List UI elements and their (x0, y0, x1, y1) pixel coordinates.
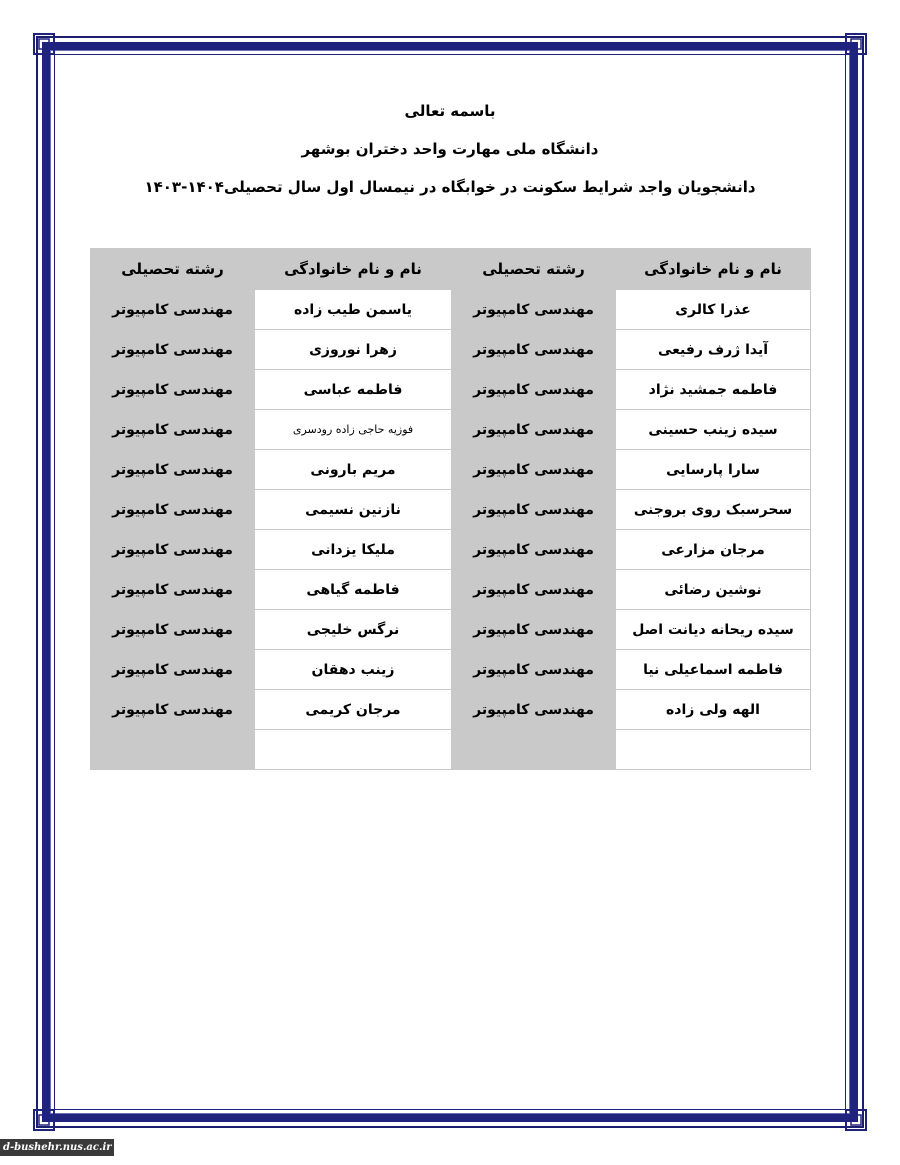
student-major: مهندسی کامپیوتر (91, 490, 255, 530)
column-header-major: رشته تحصیلی (91, 249, 255, 290)
student-name: نرگس خلیجی (255, 610, 452, 650)
table-row (91, 490, 811, 530)
student-name (255, 730, 452, 770)
student-major: مهندسی کامپیوتر (452, 690, 616, 730)
student-name: مرجان مزارعی (616, 530, 811, 570)
student-major: مهندسی کامپیوتر (452, 330, 616, 370)
student-name: زینب دهقان (255, 650, 452, 690)
table-row (91, 450, 811, 490)
student-name: یاسمن طیب زاده (255, 290, 452, 330)
student-major: مهندسی کامپیوتر (452, 490, 616, 530)
student-major: مهندسی کامپیوتر (452, 450, 616, 490)
student-name: ملیکا یزدانی (255, 530, 452, 570)
student-name: الهه ولی زاده (616, 690, 811, 730)
document-title: دانشجویان واجد شرایط سکونت در خوابگاه در نیمسال اول سال تحصیلی۱۴۰۴-۱۴۰۳ (144, 178, 756, 196)
column-header-major: رشته تحصیلی (452, 249, 616, 290)
student-name: فوزیه حاجی زاده رودسری (255, 410, 452, 450)
table-row (91, 530, 811, 570)
student-major: مهندسی کامپیوتر (452, 530, 616, 570)
student-major: مهندسی کامپیوتر (452, 610, 616, 650)
student-major: مهندسی کامپیوتر (91, 610, 255, 650)
corner-ornament-icon (845, 1109, 867, 1131)
student-name: نوشین رضائی (616, 570, 811, 610)
student-name: عذرا کالری (616, 290, 811, 330)
student-major: مهندسی کامپیوتر (91, 290, 255, 330)
student-name: زهرا نوروزی (255, 330, 452, 370)
student-major: مهندسی کامپیوتر (91, 330, 255, 370)
student-name: فاطمه گیاهی (255, 570, 452, 610)
student-name: سارا پارسایی (616, 450, 811, 490)
student-name: فاطمه جمشید نژاد (616, 370, 811, 410)
table-row (91, 690, 811, 730)
student-name (616, 730, 811, 770)
student-major (452, 730, 616, 770)
student-major: مهندسی کامپیوتر (91, 410, 255, 450)
site-watermark: d-bushehr.nus.ac.ir (0, 1139, 114, 1156)
student-name: مرجان کریمی (255, 690, 452, 730)
student-major: مهندسی کامپیوتر (452, 370, 616, 410)
student-major: مهندسی کامپیوتر (91, 370, 255, 410)
student-major: مهندسی کامپیوتر (452, 410, 616, 450)
column-header-name: نام و نام خانوادگی (255, 249, 452, 290)
student-major: مهندسی کامپیوتر (91, 650, 255, 690)
corner-ornament-icon (845, 33, 867, 55)
student-major: مهندسی کامپیوتر (452, 290, 616, 330)
student-name: فاطمه اسماعیلی نیا (616, 650, 811, 690)
student-major: مهندسی کامپیوتر (452, 650, 616, 690)
student-major (91, 730, 255, 770)
table-row-empty (91, 730, 811, 770)
student-name: سیده زینب حسینی (616, 410, 811, 450)
student-major: مهندسی کامپیوتر (91, 570, 255, 610)
student-name: آیدا ژرف رفیعی (616, 330, 811, 370)
table-row (91, 650, 811, 690)
student-name: نازنین نسیمی (255, 490, 452, 530)
table-row (91, 410, 811, 450)
document-header (60, 92, 840, 206)
table-header-row (91, 249, 811, 290)
student-name: فاطمه عباسی (255, 370, 452, 410)
corner-ornament-icon (33, 33, 55, 55)
invocation-line: باسمه تعالی (404, 102, 496, 120)
student-name: مریم بارونی (255, 450, 452, 490)
table-row (91, 290, 811, 330)
university-name: دانشگاه ملی مهارت واحد دختران بوشهر (301, 140, 599, 158)
dormitory-eligible-students-table (90, 248, 811, 770)
student-major: مهندسی کامپیوتر (91, 530, 255, 570)
student-name: سحرسبک روی بروجنی (616, 490, 811, 530)
column-header-name: نام و نام خانوادگی (616, 249, 811, 290)
corner-ornament-icon (33, 1109, 55, 1131)
table-row (91, 570, 811, 610)
student-major: مهندسی کامپیوتر (91, 690, 255, 730)
table-row (91, 330, 811, 370)
table-row (91, 370, 811, 410)
student-name: سیده ریحانه دیانت اصل (616, 610, 811, 650)
table-row (91, 610, 811, 650)
student-major: مهندسی کامپیوتر (91, 450, 255, 490)
student-major: مهندسی کامپیوتر (452, 570, 616, 610)
